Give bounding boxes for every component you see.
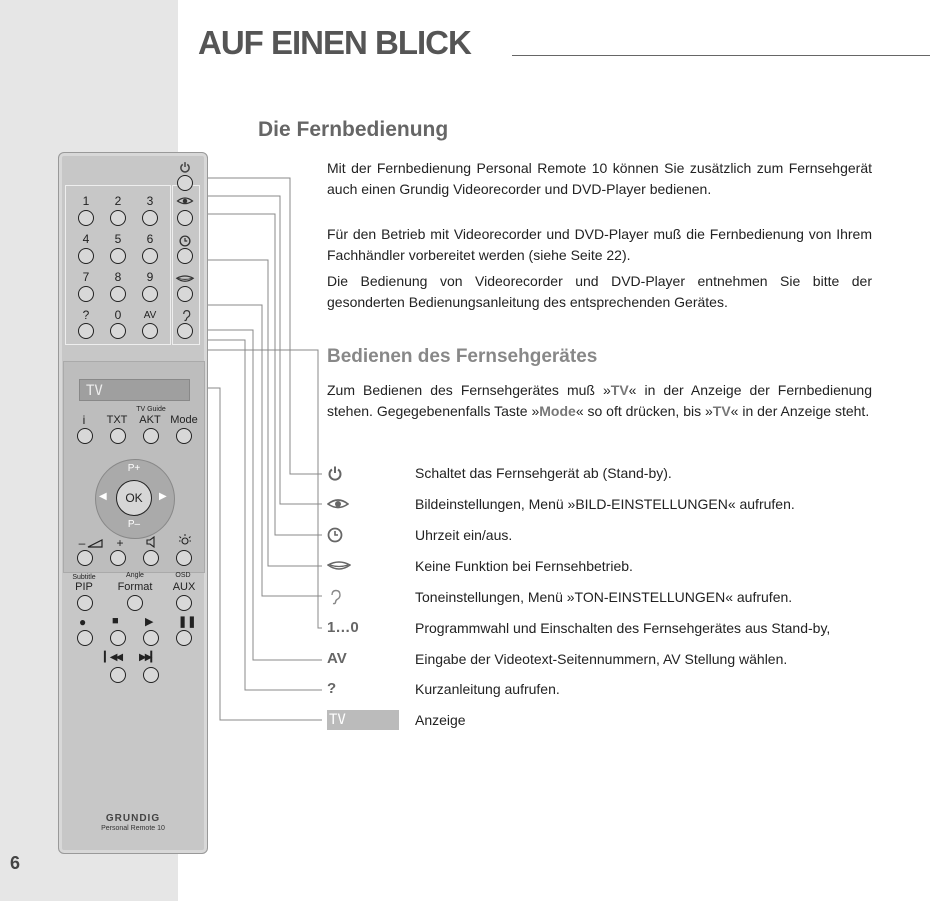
help-button[interactable] <box>78 323 94 339</box>
remote-display: TV <box>79 379 190 401</box>
sound-button[interactable] <box>177 323 193 339</box>
channel-down-label: P– <box>127 519 141 530</box>
power-icon <box>179 161 191 173</box>
digit-label: 4 <box>82 232 90 246</box>
page-number: 6 <box>10 853 21 873</box>
brand-logo: GRUNDIG <box>105 813 161 824</box>
format-label: Format <box>117 581 153 593</box>
remote-control <box>58 152 208 854</box>
mode-label: Mode <box>170 414 198 426</box>
display-indicator: TV <box>327 710 399 730</box>
power-button[interactable] <box>177 175 193 191</box>
volume-down-button[interactable] <box>77 550 93 566</box>
av-button[interactable] <box>142 323 158 339</box>
pause-button[interactable] <box>176 630 192 646</box>
picture-button[interactable] <box>177 210 193 226</box>
play-icon: ▶ <box>145 616 154 628</box>
aux-button[interactable] <box>176 595 192 611</box>
digit-label: 0 <box>114 308 122 322</box>
stop-button[interactable] <box>110 630 126 646</box>
play-button[interactable] <box>143 630 159 646</box>
eye-icon <box>175 195 195 207</box>
akt-button[interactable] <box>143 428 159 444</box>
next-icon: ▶▶▎ <box>139 652 157 663</box>
volume-plus-label: + <box>116 536 124 550</box>
mode-button[interactable] <box>176 428 192 444</box>
digit-button[interactable] <box>110 323 126 339</box>
clock-icon <box>179 235 191 247</box>
section-heading: Die Fernbedienung <box>258 118 449 141</box>
channel-up-label: P+ <box>127 463 141 474</box>
previous-button[interactable] <box>110 667 126 683</box>
previous-icon: ▎◀◀ <box>104 652 122 663</box>
mute-icon <box>145 536 157 548</box>
akt-label: AKT <box>139 414 161 426</box>
digit-label: 9 <box>146 270 154 284</box>
digit-label: 2 <box>114 194 122 208</box>
arrow-left-icon: ◀ <box>99 491 107 502</box>
subtitle-label: Subtitle <box>72 574 96 581</box>
digit-button[interactable] <box>142 248 158 264</box>
txt-label: TXT <box>106 414 128 426</box>
clock-button[interactable] <box>177 248 193 264</box>
info-label: i <box>82 413 86 427</box>
help-label: ? <box>82 308 90 322</box>
tv-guide-label: TV Guide <box>136 406 166 413</box>
dealer-paragraph: Für den Betrieb mit Videorecorder und DVD-Player muß die Fernbedienung von Ihrem Fachhändler vorbereitet werden (siehe Seite 22). <box>327 226 872 263</box>
manual-paragraph: Die Bedienung von Videorecorder und DVD-Player entnehmen Sie bitte der gesonderten Bedienungsanleitung des entsprechenden Gerätes. <box>327 273 872 310</box>
digit-button[interactable] <box>110 286 126 302</box>
next-button[interactable] <box>143 667 159 683</box>
digit-button[interactable] <box>110 248 126 264</box>
tv-operation-paragraph: Zum Bedienen des Fernsehgerätes muß »TV« in der Anzeige der Fernbedienung stehen. Gegegebenenfalls Taste »Mode« so oft drücken, bis »TV« in der Anzeige steht. <box>327 382 872 419</box>
model-name: Personal Remote 10 <box>101 825 165 832</box>
txt-button[interactable] <box>110 428 126 444</box>
arrow-right-icon: ▶ <box>159 491 167 502</box>
stop-icon: ■ <box>112 615 119 627</box>
record-button[interactable] <box>77 630 93 646</box>
record-icon: ● <box>79 615 87 629</box>
digit-label: 7 <box>82 270 90 284</box>
lips-button[interactable] <box>177 286 193 302</box>
digit-label: 1 <box>82 194 90 208</box>
format-button[interactable] <box>127 595 143 611</box>
info-button[interactable] <box>77 428 93 444</box>
digit-button[interactable] <box>78 210 94 226</box>
brightness-icon <box>178 533 192 547</box>
pause-icon: ❚❚ <box>178 616 197 628</box>
volume-icon <box>87 539 103 548</box>
ear-icon <box>180 309 192 322</box>
intro-paragraph: Mit der Fernbedienung Personal Remote 10 können Sie zusätzlich zum Fernsehgerät auch einen Grundig Videorecorder und DVD-Player bedienen. <box>327 160 872 197</box>
volume-minus-label: – <box>78 536 86 550</box>
digit-label: 3 <box>146 194 154 208</box>
osd-label: OSD <box>175 572 191 579</box>
digit-label: 8 <box>114 270 122 284</box>
brightness-button[interactable] <box>176 550 192 566</box>
subsection-heading: Bedienen des Fernsehgerätes <box>327 346 598 367</box>
pip-button[interactable] <box>77 595 93 611</box>
digit-button[interactable] <box>142 210 158 226</box>
angle-label: Angle <box>126 572 144 579</box>
pip-label: PIP <box>75 581 93 593</box>
lips-icon <box>174 273 196 285</box>
mute-button[interactable] <box>143 550 159 566</box>
ok-button[interactable]: OK <box>116 480 152 516</box>
av-label: AV <box>143 310 157 321</box>
page-title: AUF EINEN BLICK <box>198 24 471 61</box>
digit-button[interactable] <box>110 210 126 226</box>
digit-button[interactable] <box>142 286 158 302</box>
volume-up-button[interactable] <box>110 550 126 566</box>
aux-label: AUX <box>172 581 196 593</box>
digit-label: 6 <box>146 232 154 246</box>
digit-button[interactable] <box>78 248 94 264</box>
digit-button[interactable] <box>78 286 94 302</box>
digit-label: 5 <box>114 232 122 246</box>
